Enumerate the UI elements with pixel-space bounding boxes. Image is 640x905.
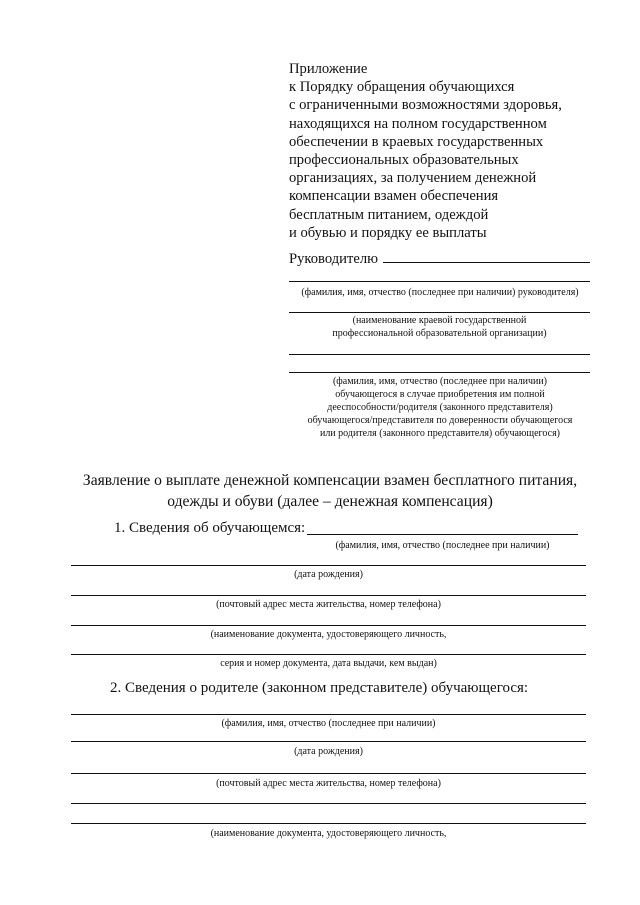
student-address-field[interactable] [71, 595, 586, 596]
hint-org-line1: (наименование краевой государственной [352, 315, 527, 326]
student-document-details-field[interactable] [71, 654, 586, 655]
section1-heading: 1. Сведения об обучающемся: [114, 520, 306, 536]
appendix-line: профессиональных образовательных [289, 152, 519, 169]
hint-applicant-line: обучающегося в случае приобретения им полной [335, 389, 545, 400]
parent-extra-field[interactable] [71, 803, 586, 804]
hint-applicant-line: или родителя (законного представителя) обучающегося) [319, 428, 561, 439]
appendix-header [289, 60, 629, 242]
appendix-line: обеспечении в краевых государственных [289, 133, 544, 150]
parent-address-field[interactable] [71, 773, 586, 774]
applicant-field-1[interactable] [289, 354, 590, 355]
document-title-line1: Заявление о выплате денежной компенсации взамен бесплатного питания, [82, 472, 578, 489]
parent-birth-field[interactable] [71, 741, 586, 742]
hint-head-name: (фамилия, имя, отчество (последнее при наличии) руководителя) [301, 287, 579, 298]
head-name-field-2[interactable] [289, 281, 590, 282]
addressee-label: Руководителю [289, 251, 379, 267]
document-title-line2: одежды и обуви (далее – денежная компенсация) [167, 493, 493, 510]
appendix-line: бесплатным питанием, одеждой [289, 206, 489, 223]
parent-name-field[interactable] [71, 714, 586, 715]
document-title [60, 470, 600, 512]
head-name-field[interactable] [383, 262, 590, 263]
org-name-field[interactable] [289, 312, 590, 313]
hint-student-birth: (дата рождения) [294, 569, 363, 580]
applicant-field-2[interactable] [289, 372, 590, 373]
appendix-line: организациях, за получением денежной [289, 170, 537, 187]
hint-parent-document: (наименование документа, удостоверяющего личность, [210, 828, 447, 839]
appendix-line: Приложение [289, 61, 368, 77]
hint-applicant-line: обучающегося/представителя по доверенности обучающегося [307, 415, 573, 426]
appendix-line: с ограниченными возможностями здоровья, [289, 97, 562, 114]
appendix-line: компенсации взамен обеспечения [289, 188, 499, 205]
hint-student-name: (фамилия, имя, отчество (последнее при наличии) [335, 540, 550, 551]
hint-student-document-details: серия и номер документа, дата выдачи, кем выдан) [220, 658, 437, 669]
hint-parent-address: (почтовый адрес места жительства, номер телефона) [216, 778, 441, 789]
hint-applicant-line: дееспособности/родителя (законного представителя) [327, 402, 553, 413]
hint-student-document: (наименование документа, удостоверяющего личность, [210, 629, 447, 640]
parent-document-field[interactable] [71, 823, 586, 824]
hint-parent-birth: (дата рождения) [294, 746, 363, 757]
hint-student-address: (почтовый адрес места жительства, номер телефона) [216, 599, 441, 610]
hint-applicant-line: (фамилия, имя, отчество (последнее при наличии) [332, 376, 548, 387]
appendix-line: и обувью и порядку ее выплаты [289, 224, 487, 241]
hint-org-line2: профессиональной образовательной организации) [332, 328, 547, 339]
appendix-line: находящихся на полном государственном [289, 115, 547, 132]
student-document-field[interactable] [71, 625, 586, 626]
student-birth-field[interactable] [71, 565, 586, 566]
student-name-field[interactable] [307, 534, 578, 535]
section2-heading: 2. Сведения о родителе (законном представителе) обучающегося: [110, 680, 529, 696]
appendix-line: к Порядку обращения обучающихся [289, 79, 515, 96]
hint-parent-name: (фамилия, имя, отчество (последнее при наличии) [221, 718, 436, 729]
